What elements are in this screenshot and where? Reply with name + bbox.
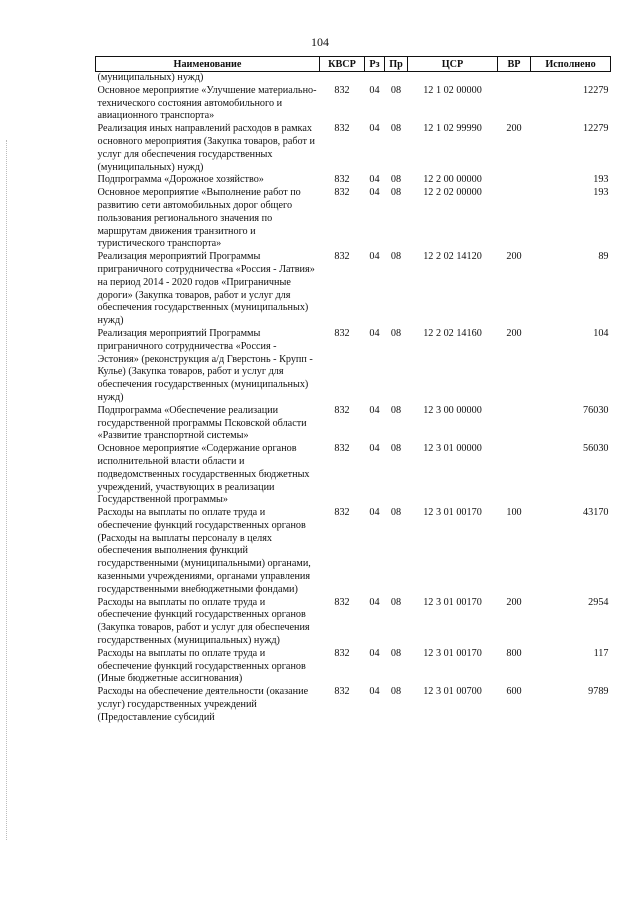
cell-rz: 04 xyxy=(369,174,380,186)
table-body xyxy=(96,72,611,725)
cell-csr: 12 1 02 00000 xyxy=(423,84,482,96)
cell-rz: 04 xyxy=(369,327,380,339)
cell-name: Реализация мероприятий Программы приграничного сотрудничества «Россия - Эстония» (реконструкция а/д Гверстонь - Крупп - Кулье) (Закупка товаров, работ и услуг для обеспечения государственных (муниципальных) нужд) xyxy=(97,327,313,403)
cell-name: Расходы на обеспечение деятельности (оказание услуг) государственных учреждений (Предоставление субсидий xyxy=(97,686,309,723)
cell-pr: 08 xyxy=(390,174,402,186)
cell-rz xyxy=(365,72,385,85)
cell-pr: 08 xyxy=(390,647,402,659)
cell-csr: 12 3 01 00700 xyxy=(423,686,482,698)
cell-csr xyxy=(408,72,498,85)
cell-vr xyxy=(498,174,531,187)
cell-pr: 08 xyxy=(390,187,402,199)
cell-vr: 800 xyxy=(506,647,522,659)
cell-executed: 12279 xyxy=(583,123,609,135)
cell-rz: 04 xyxy=(369,123,380,135)
cell-kvsr: 832 xyxy=(334,507,350,519)
cell-name: Расходы на выплаты по оплате труда и обеспечение функций государственных органов (Закупка товаров, работ и услуг для обеспечения государственных (муниципальных) нужд) xyxy=(97,596,310,647)
table-row xyxy=(96,85,611,123)
cell-vr: 200 xyxy=(506,251,522,263)
header-csr: ЦСР xyxy=(408,57,498,72)
cell-kvsr: 832 xyxy=(334,686,350,698)
cell-executed: 117 xyxy=(593,647,609,659)
cell-vr: 200 xyxy=(506,596,522,608)
cell-name: Основное мероприятие «Улучшение материально-технического состояния автомобильного и авиационного транспорта» xyxy=(97,84,317,122)
header-executed: Исполнено xyxy=(531,57,611,72)
table-row xyxy=(96,174,611,187)
cell-rz: 04 xyxy=(369,84,380,96)
cell-name: Реализация иных направлений расходов в рамках основного мероприятия (Закупка товаров, работ и услуг для обеспечения государственных (муниципальных) нужд) xyxy=(97,123,315,173)
cell-name: (муниципальных) нужд) xyxy=(97,72,204,83)
table-row xyxy=(96,443,611,507)
cell-rz: 04 xyxy=(369,686,380,698)
cell-rz: 04 xyxy=(369,647,380,659)
cell-executed: 56030 xyxy=(583,443,609,455)
cell-kvsr: 832 xyxy=(334,596,350,608)
scan-edge-mark xyxy=(6,140,8,840)
cell-kvsr: 832 xyxy=(334,84,350,96)
table-row xyxy=(96,123,611,174)
cell-rz: 04 xyxy=(369,507,380,519)
cell-pr: 08 xyxy=(390,327,402,339)
table-row xyxy=(96,648,611,686)
cell-executed: 9789 xyxy=(588,686,609,698)
cell-csr: 12 3 01 00170 xyxy=(423,507,482,519)
cell-kvsr: 832 xyxy=(334,404,350,416)
cell-vr: 600 xyxy=(506,686,522,698)
cell-kvsr: 832 xyxy=(334,647,350,659)
cell-rz: 04 xyxy=(369,596,380,608)
cell-rz: 04 xyxy=(369,251,380,263)
cell-csr: 12 3 01 00000 xyxy=(423,443,482,455)
cell-vr: 200 xyxy=(506,123,522,135)
table-row xyxy=(96,686,611,724)
cell-pr: 08 xyxy=(390,84,402,96)
cell-vr: 100 xyxy=(506,507,522,519)
cell-csr: 12 3 00 00000 xyxy=(423,404,482,416)
cell-csr: 12 2 02 00000 xyxy=(423,187,482,199)
cell-csr: 12 2 02 14120 xyxy=(423,251,482,263)
cell-kvsr: 832 xyxy=(334,443,350,455)
table-row xyxy=(96,187,611,251)
cell-vr: 200 xyxy=(506,327,522,339)
cell-name: Основное мероприятие «Содержание органов исполнительной власти области и подведомственных государственных бюджетных учреждений, участвующих в реализации Государственной программы» xyxy=(97,443,310,506)
cell-rz: 04 xyxy=(369,404,380,416)
header-pr: Пр xyxy=(385,57,408,72)
cell-pr: 08 xyxy=(390,251,402,263)
cell-kvsr: 832 xyxy=(334,327,350,339)
cell-name: Расходы на выплаты по оплате труда и обеспечение функций государственных органов (Иные бюджетные ассигнования) xyxy=(97,647,306,685)
cell-executed: 2954 xyxy=(588,596,609,608)
cell-name: Расходы на выплаты по оплате труда и обеспечение функций государственных органов (Расходы на выплаты персоналу в целях обеспечения выполнения функций государственными (муниципальными) органами, казенными учреждениями, органами управления государственными внебюджетными фондами) xyxy=(97,507,311,595)
cell-csr: 12 2 02 14160 xyxy=(423,327,482,339)
cell-pr: 08 xyxy=(390,443,402,455)
cell-kvsr xyxy=(320,72,365,85)
cell-executed: 76030 xyxy=(583,404,609,416)
cell-name: Подпрограмма «Обеспечение реализации государственной программы Псковской области «Развитие транспортной системы» xyxy=(97,404,307,442)
table-row xyxy=(96,72,611,85)
cell-name: Реализация мероприятий Программы приграничного сотрудничества «Россия - Латвия» на период 2014 - 2020 годов «Приграничные дороги» (Закупка товаров, работ и услуг для обеспечения государственных (муниципальных) нужд) xyxy=(97,251,315,327)
cell-pr: 08 xyxy=(390,123,402,135)
header-rz: Рз xyxy=(365,57,385,72)
table-row xyxy=(96,405,611,443)
table-row xyxy=(96,328,611,405)
cell-rz: 04 xyxy=(369,187,380,199)
cell-csr: 12 1 02 99990 xyxy=(423,123,482,135)
table-row xyxy=(96,251,611,328)
header-vr: ВР xyxy=(498,57,531,72)
cell-csr: 12 3 01 00170 xyxy=(423,596,482,608)
cell-kvsr: 832 xyxy=(334,123,350,135)
cell-vr xyxy=(498,72,531,85)
cell-kvsr: 832 xyxy=(334,174,350,186)
cell-executed: 43170 xyxy=(583,507,609,519)
page-number: 104 xyxy=(311,35,329,49)
header-name: Наименование xyxy=(96,57,320,72)
cell-kvsr: 832 xyxy=(334,187,350,199)
cell-pr xyxy=(385,72,408,85)
cell-name: Подпрограмма «Дорожное хозяйство» xyxy=(97,174,264,186)
cell-pr: 08 xyxy=(390,404,402,416)
cell-csr: 12 3 01 00170 xyxy=(423,647,482,659)
cell-executed: 104 xyxy=(593,327,609,339)
header-kvsr: КВСР xyxy=(320,57,365,72)
cell-executed: 12279 xyxy=(583,84,609,96)
cell-vr xyxy=(498,187,531,251)
cell-pr: 08 xyxy=(390,686,402,698)
cell-executed: 193 xyxy=(593,187,609,199)
table-row xyxy=(96,507,611,597)
cell-executed xyxy=(531,72,611,85)
cell-name: Основное мероприятие «Выполнение работ по развитию сети автомобильных дорог общего пользования регионального значения по маршрутам движения транзитного и туристического транспорта» xyxy=(97,187,301,250)
cell-executed: 193 xyxy=(593,174,609,186)
cell-vr xyxy=(498,405,531,443)
cell-pr: 08 xyxy=(390,507,402,519)
cell-vr xyxy=(498,443,531,507)
table-header xyxy=(96,57,611,72)
cell-pr: 08 xyxy=(390,596,402,608)
budget-table xyxy=(95,56,611,725)
cell-kvsr: 832 xyxy=(334,251,350,263)
cell-rz: 04 xyxy=(369,443,380,455)
cell-vr xyxy=(498,85,531,123)
cell-csr: 12 2 00 00000 xyxy=(423,174,482,186)
table-row xyxy=(96,597,611,648)
cell-executed: 89 xyxy=(598,251,609,263)
